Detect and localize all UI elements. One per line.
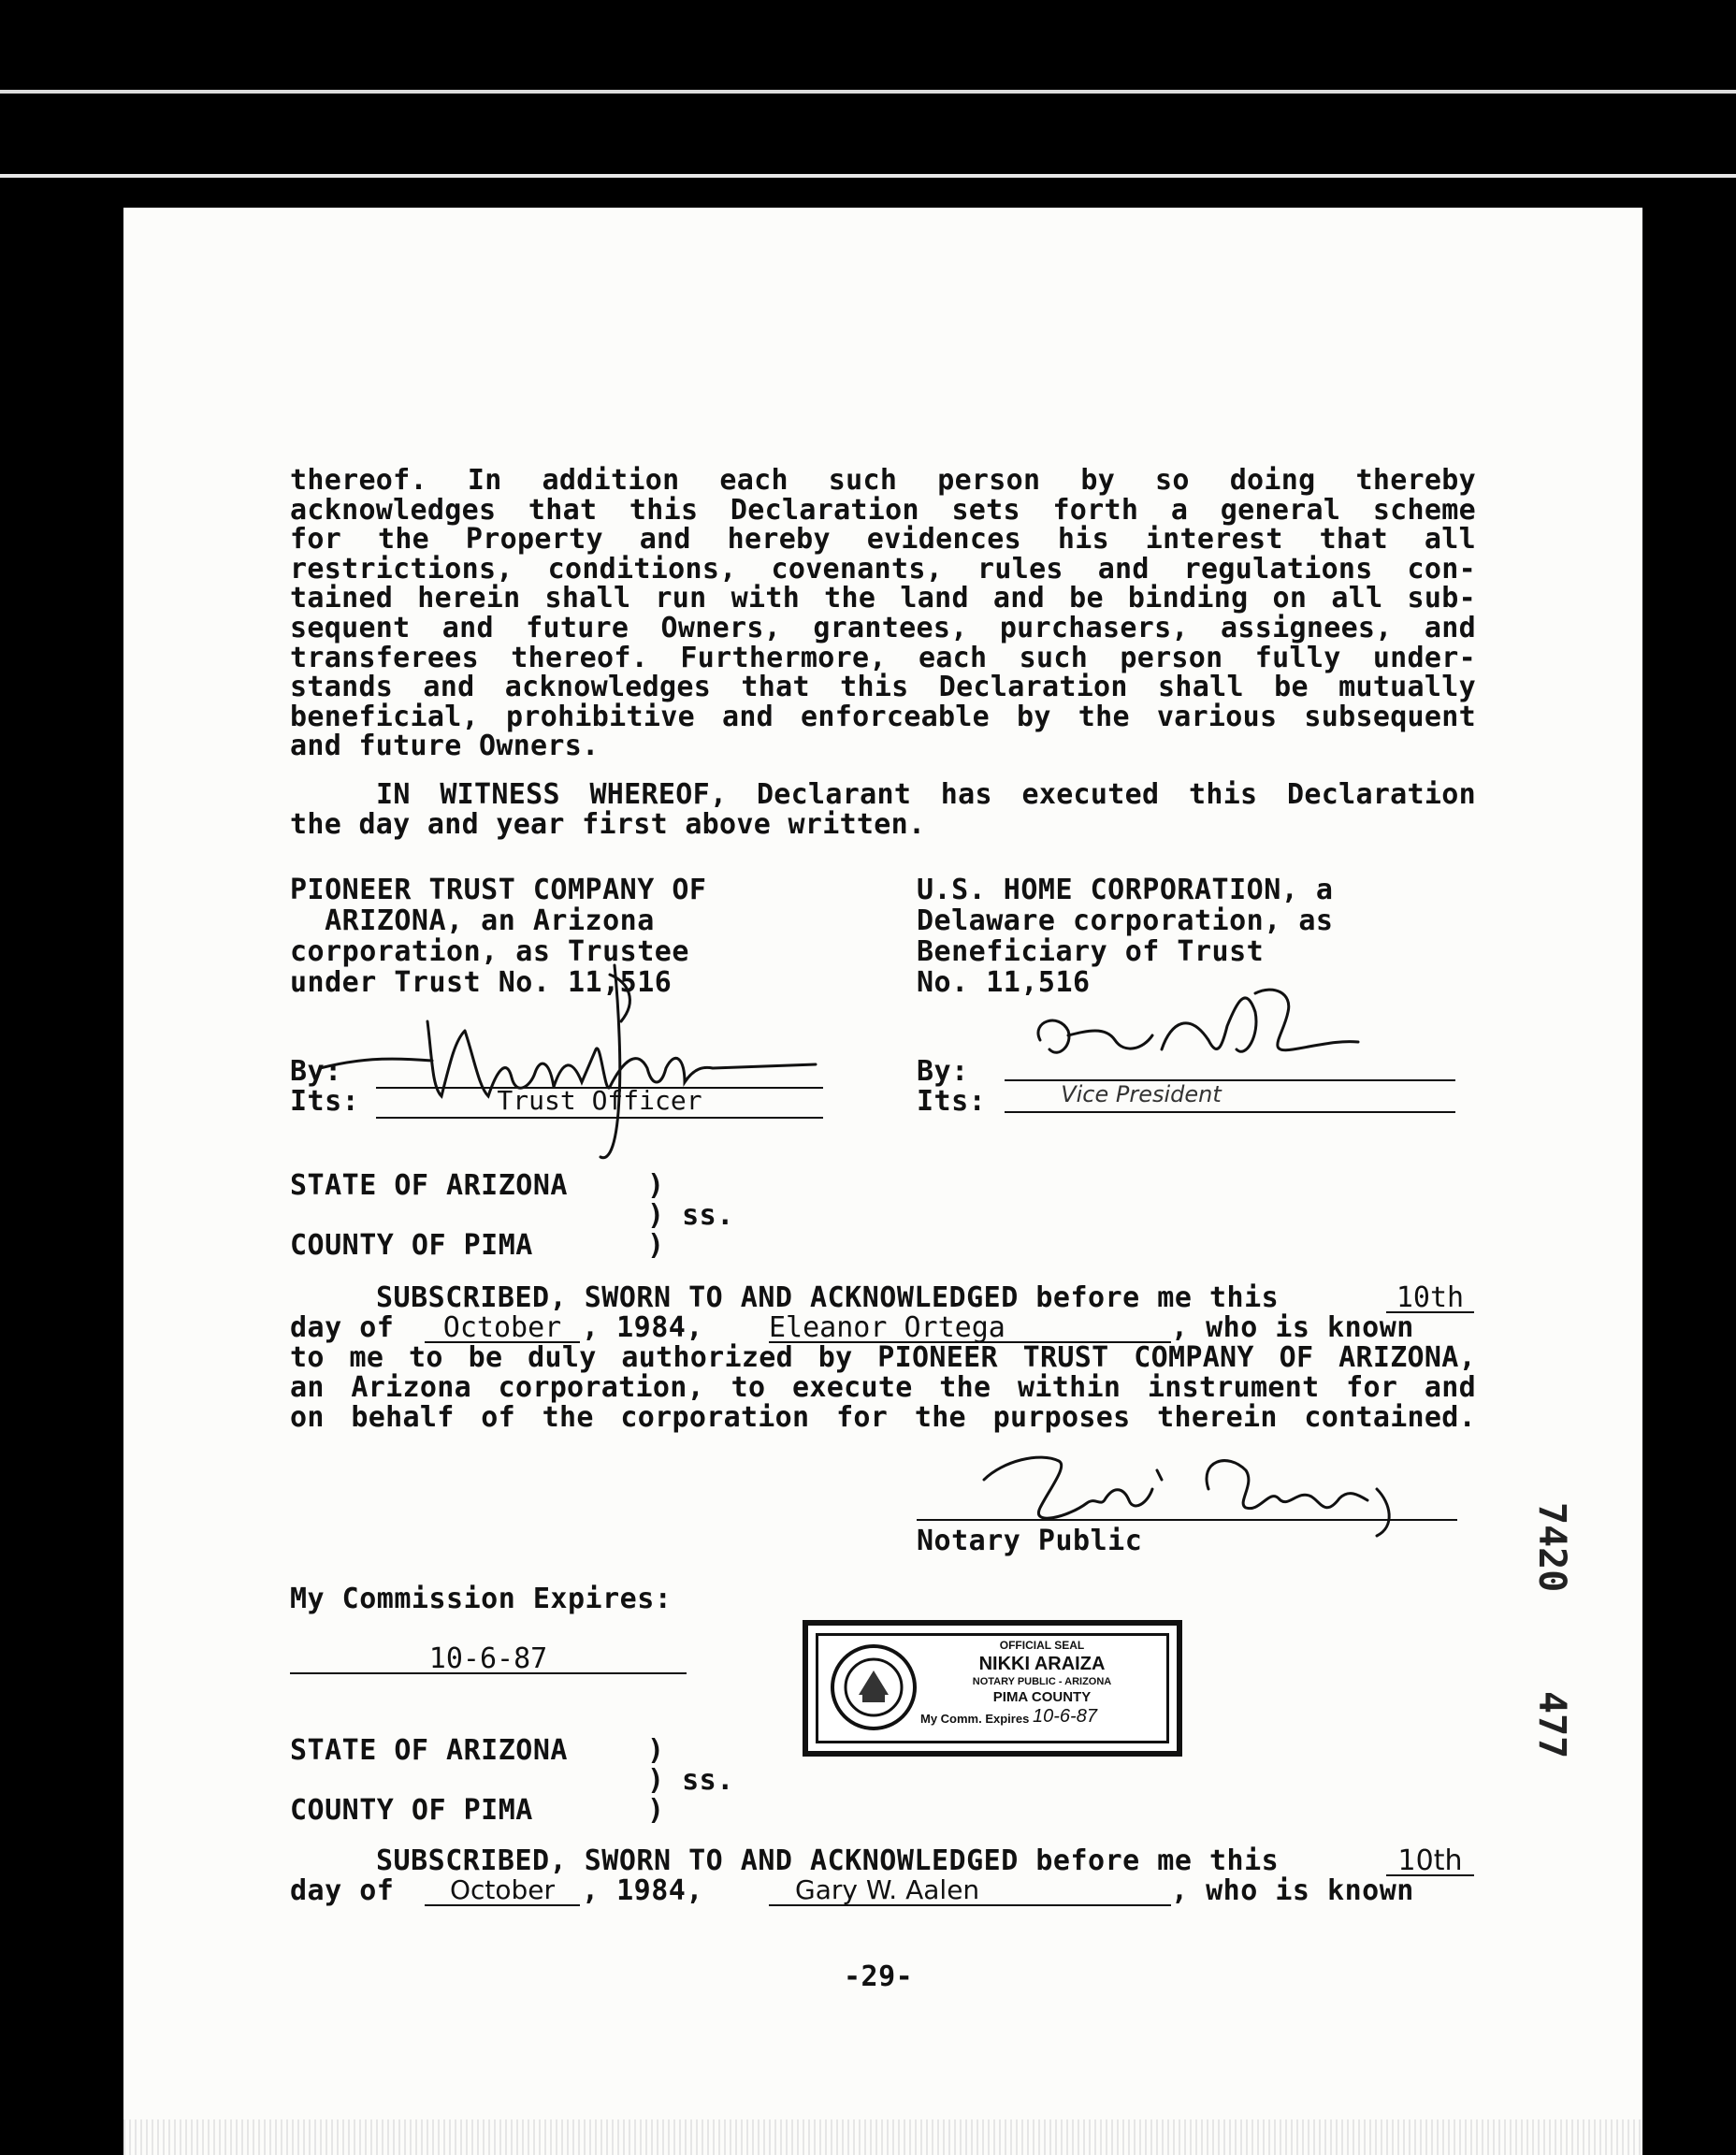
left-party-line: ARIZONA, an Arizona (290, 904, 655, 937)
ack2-month: October (449, 1874, 556, 1905)
ack1-intro: SUBSCRIBED, SWORN TO AND ACKNOWLEDGED before me this (376, 1281, 1280, 1314)
document-page (123, 208, 1642, 2155)
paragraph-line: the day and year first above written. (290, 808, 926, 841)
venue1-paren: ) (647, 1169, 665, 1202)
left-party-line: corporation, as Trustee (290, 935, 689, 968)
venue1-county: COUNTY OF PIMA (290, 1229, 533, 1262)
ack1-day-of: day of (290, 1311, 395, 1344)
scan-top-band (0, 0, 1736, 90)
paragraph-line: IN WITNESS WHEREOF, Declarant has executed this Declaration (376, 778, 1476, 811)
notary-seal (803, 1620, 1182, 1757)
paragraph-line: tained herein shall run with the land and be binding on all sub- (290, 582, 1476, 615)
paragraph-line: for the Property and hereby evidences his interest that all (290, 523, 1476, 557)
seal-line: PIMA COUNTY (992, 1689, 1092, 1705)
paragraph-line: thereof. In addition each such person by so doing thereby (290, 464, 1476, 497)
seal-line: OFFICIAL SEAL (999, 1639, 1085, 1652)
venue2-paren: ) (647, 1794, 665, 1827)
ack2-day-of: day of (290, 1874, 395, 1907)
venue2-paren: ) (647, 1734, 665, 1767)
venue1-paren: ) (647, 1229, 665, 1262)
left-by-label: By: (290, 1055, 342, 1088)
seal-expires: 10-6-87 (1033, 1706, 1097, 1727)
right-by-label: By: (917, 1055, 969, 1088)
ack2-name-line (769, 1904, 1171, 1906)
paragraph-line: beneficial, prohibitive and enforceable by the various subsequent (290, 700, 1476, 733)
right-its-label: Its: (917, 1085, 987, 1118)
commission-date: 10-6-87 (428, 1642, 548, 1675)
left-its-label: Its: (290, 1085, 360, 1118)
commission-label: My Commission Expires: (290, 1583, 673, 1615)
right-party-line: U.S. HOME CORPORATION, a (917, 874, 1334, 906)
left-its-value: Trust Officer (497, 1085, 702, 1116)
seal-line: My Comm. Expires (920, 1712, 1030, 1726)
seal-line: NOTARY PUBLIC - ARIZONA (972, 1676, 1112, 1687)
notary-signature-line (917, 1519, 1457, 1521)
ack2-who-is-known: , who is known (1171, 1874, 1414, 1907)
paragraph-line: stands and acknowledges that this Declaration shall be mutually (290, 671, 1476, 704)
arizona-seal-icon (829, 1642, 919, 1732)
right-its-line (1005, 1111, 1455, 1113)
vice-president-signature (1021, 984, 1414, 1096)
venue2-county: COUNTY OF PIMA (290, 1794, 533, 1827)
right-its-value: Vice President (1061, 1081, 1222, 1107)
scan-noise (123, 2119, 1642, 2155)
venue2-state: STATE OF ARIZONA (290, 1734, 568, 1767)
ack1-month: October (442, 1311, 562, 1344)
trust-officer-signature (292, 956, 816, 1162)
venue1-state: STATE OF ARIZONA (290, 1169, 568, 1202)
paragraph-line: on behalf of the corporation for the purposes therein contained. (290, 1401, 1476, 1434)
ack2-day: 10th (1397, 1844, 1463, 1877)
venue2-ss: ) ss. (647, 1764, 734, 1797)
page-number: -29- (844, 1960, 914, 1993)
margin-page-number: 477 (1530, 1691, 1573, 1759)
paragraph-line: and future Owners. (290, 730, 600, 763)
commission-date-line (290, 1672, 687, 1674)
venue1-ss: ) ss. (647, 1199, 734, 1232)
scan-line (0, 90, 1736, 94)
right-party-line: Beneficiary of Trust (917, 935, 1265, 968)
ack1-who-is-known: , who is known (1171, 1311, 1414, 1344)
paragraph-line: acknowledges that this Declaration sets forth a general scheme (290, 493, 1476, 527)
right-party-line: No. 11,516 (917, 966, 1091, 999)
ack2-name: Gary W. Aalen (795, 1874, 980, 1905)
margin-docket-number: 7420 (1530, 1502, 1573, 1593)
ack2-year: , 1984, (582, 1874, 703, 1907)
left-party-line: under Trust No. 11,516 (290, 966, 673, 999)
paragraph-line: sequent and future Owners, grantees, purchasers, assignees, and (290, 612, 1476, 644)
paragraph-line: restrictions, conditions, covenants, rules and regulations con- (290, 552, 1476, 586)
notary-label: Notary Public (917, 1525, 1143, 1557)
paragraph-line: to me to be duly authorized by PIONEER TRUST COMPANY OF ARIZONA, (290, 1341, 1476, 1374)
left-party-line: PIONEER TRUST COMPANY OF (290, 874, 707, 906)
ack2-month-line (425, 1904, 580, 1906)
seal-line: NIKKI ARAIZA (978, 1654, 1106, 1674)
paragraph-line: an Arizona corporation, to execute the within instrument for and (290, 1371, 1476, 1404)
paragraph-line: transferees thereof. Furthermore, each such person fully under- (290, 641, 1476, 674)
right-party-line: Delaware corporation, as (917, 904, 1334, 937)
scan-line (0, 174, 1736, 178)
ack1-day: 10th (1396, 1281, 1465, 1314)
ack1-year: , 1984, (582, 1311, 703, 1344)
ack1-name: Eleanor Ortega (769, 1311, 1005, 1344)
ack2-intro: SUBSCRIBED, SWORN TO AND ACKNOWLEDGED before me this (376, 1844, 1280, 1877)
